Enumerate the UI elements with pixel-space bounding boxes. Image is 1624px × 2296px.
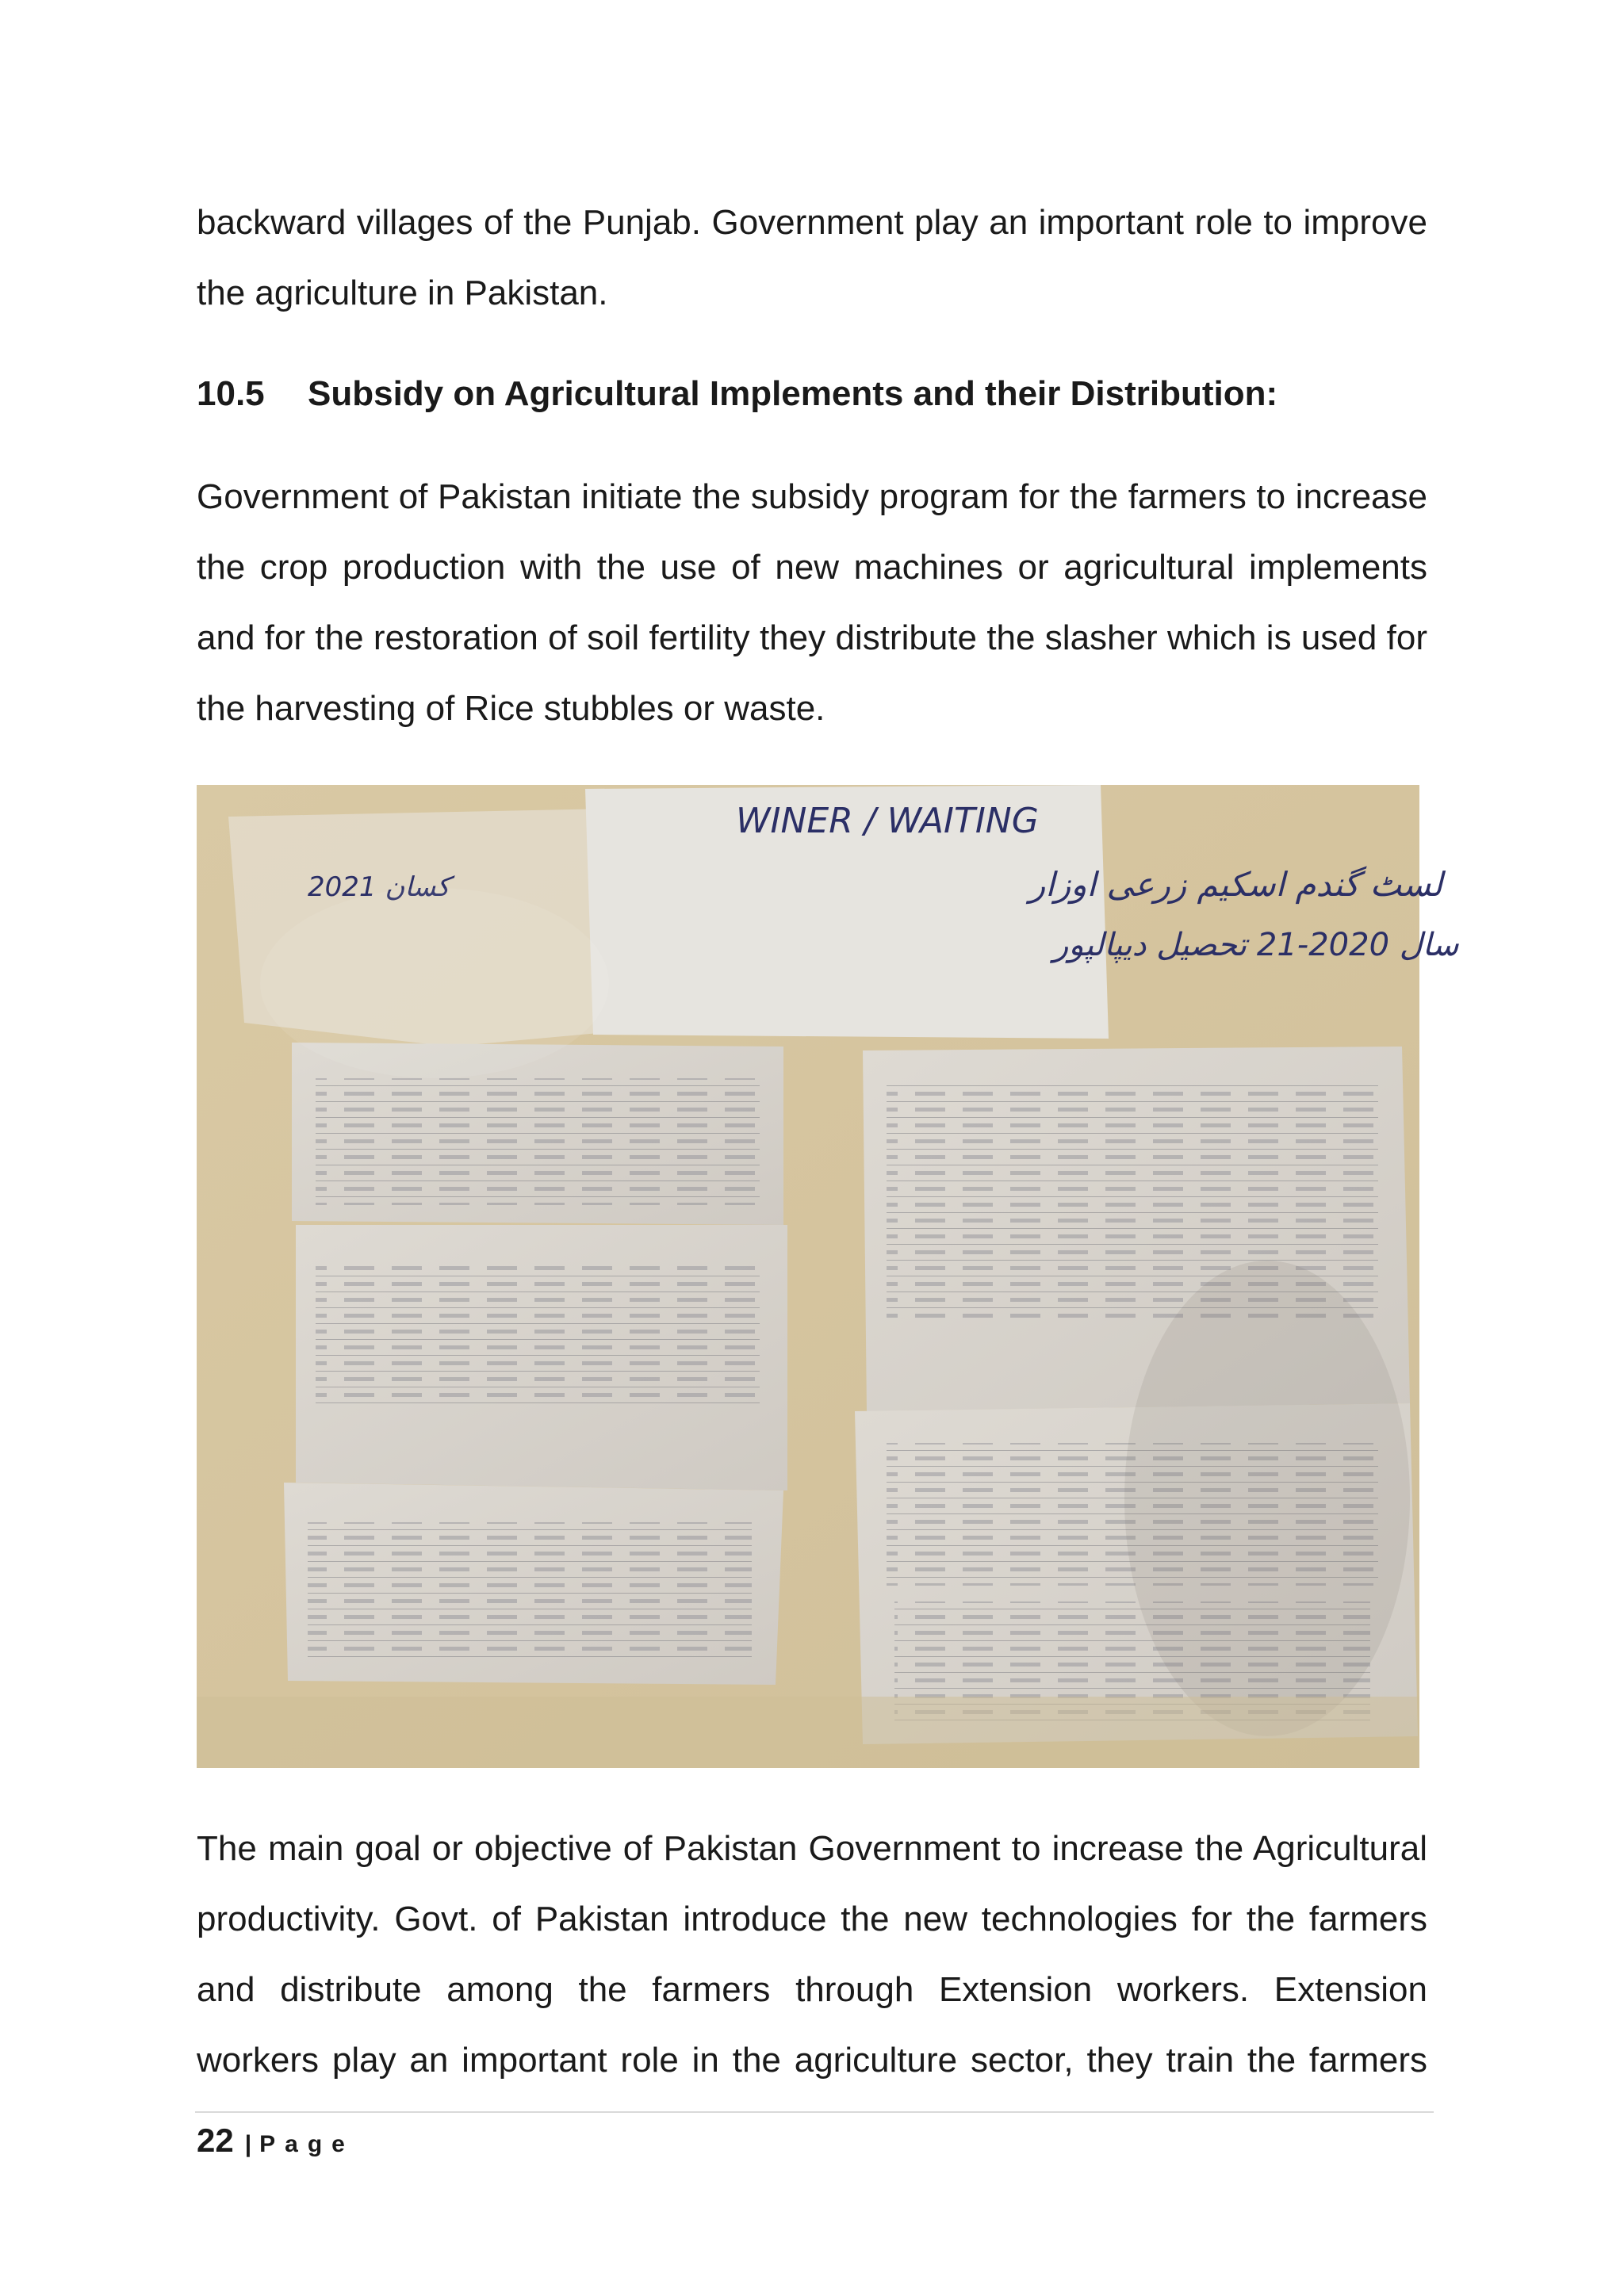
section-heading	[197, 366, 1277, 422]
left-notice-sheets	[284, 1043, 787, 1685]
page-footer	[197, 2117, 354, 2168]
page-label: Page	[259, 2131, 354, 2157]
intro-line-2: the agriculture in Pakistan.	[197, 274, 608, 312]
footer-divider	[195, 2111, 1434, 2113]
handwritten-heading: WINER / WAITING	[736, 801, 1039, 841]
handwritten-urdu-line2: سال 2020-21 تحصیل دیپالپور	[1053, 927, 1459, 963]
intro-line-1: backward villages of the Punjab. Government play an important role to improve	[197, 203, 1427, 242]
handwritten-left: 2021 کسان	[308, 871, 450, 903]
footer-separator: |	[244, 2131, 252, 2157]
notice-board-photo-image	[197, 785, 1459, 1768]
handwritten-urdu-line1: لسٹ گندم اسکیم زرعی اوزار	[1029, 865, 1443, 904]
notice-board-photo	[197, 785, 1459, 1768]
goal-paragraph: The main goal or objective of Pakistan Government to increase the Agricultural productivity. Govt. of Pakistan introduce the new technologies for the farmers and distribute among the farmers through Extension workers. Extension workers play an important role in the agriculture sector, they train the farmers	[197, 1829, 1427, 2080]
subsidy-paragraph: Government of Pakistan initiate the subsidy program for the farmers to increase the crop production with the use of new machines or agricultural implements and for the restoration of soil fertility they distribute the slasher which is used for the harvesting of Rice stubbles or waste.	[197, 477, 1427, 728]
page-number: 22	[197, 2122, 234, 2159]
section-title: Subsidy on Agricultural Implements and their Distribution:	[308, 374, 1278, 413]
section-number: 10.5	[197, 374, 265, 413]
